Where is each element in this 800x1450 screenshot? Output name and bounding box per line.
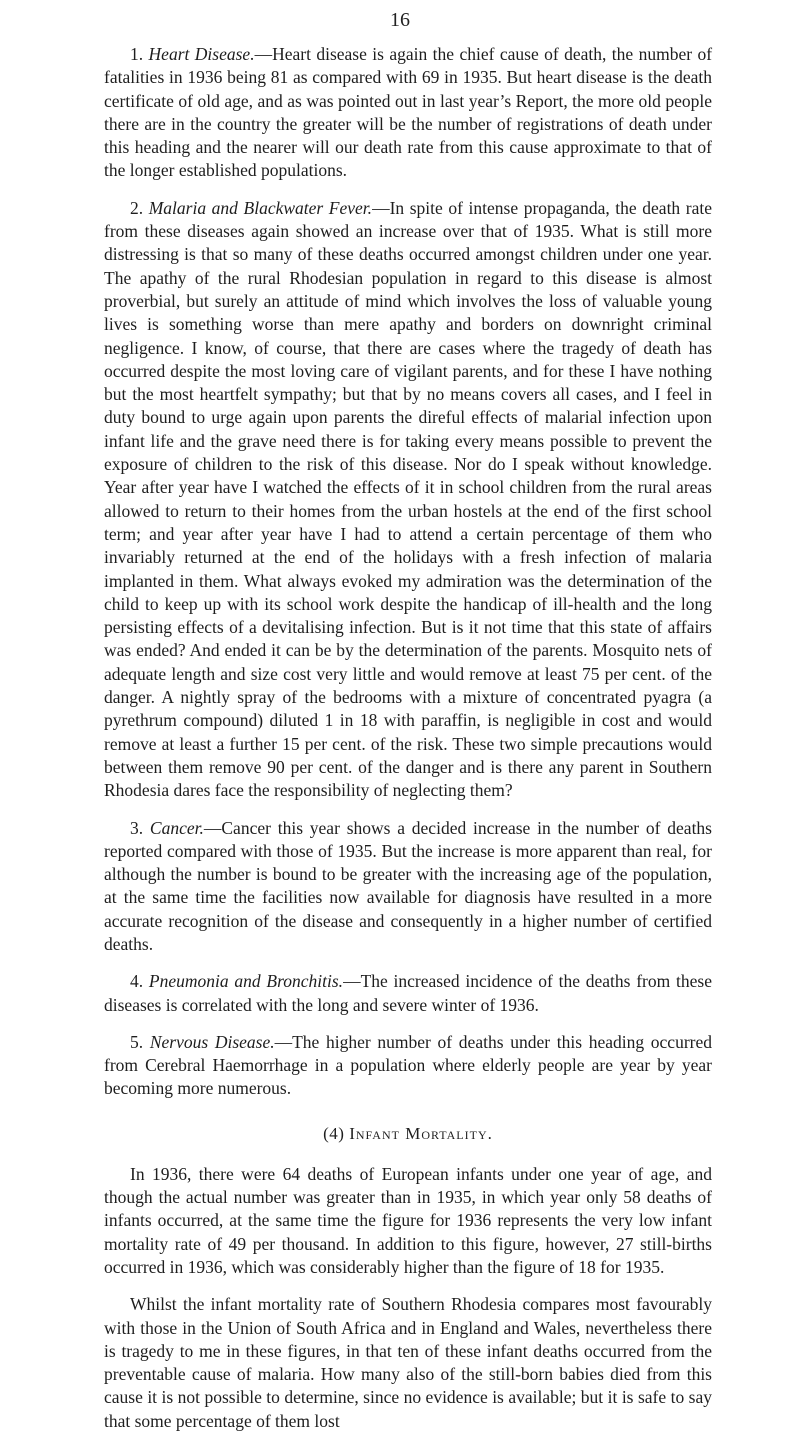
item-title: Nervous Disease.: [149, 1031, 275, 1052]
item-malaria: [104, 197, 712, 803]
item-number: 4.: [130, 971, 144, 992]
item-number: 2.: [130, 197, 144, 218]
paragraph-infant-comparison: Whilst the infant mortality rate of Southern Rhodesia compares most favourably with those in the Union of South Africa and in England and Wales, nevertheless there is tragedy to me in these figures, in that ten of these infant deaths occurred from the preventable cause of malaria. How many also of the still-born babies died from this cause it is not possible to determine, since no evidence is available; but it is safe to say that some percentage of them lost: [104, 1294, 712, 1431]
item-text: —The higher number of deaths under this heading occurred from Cerebral Haemorrhage in a population where elderly people are year by year becoming more numerous.: [104, 1031, 712, 1099]
item-title: Malaria and Blackwater Fever.: [148, 197, 373, 218]
item-title: Pneumonia and Bronchitis.: [148, 971, 344, 992]
page-number: 16: [390, 9, 410, 31]
section-title: Infant Mortality.: [349, 1123, 493, 1143]
section-number: (4): [323, 1123, 345, 1143]
item-text: —In spite of intense propaganda, the death rate from these diseases again showed an increase over that of 1935. What is still more distressing is that so many of these deaths occurred amongst children under one year. The apathy of the rural Rhodesian population in regard to this disease is almost proverbial, but surely an attitude of mind which involves the loss of valuable young lives is something worse than mere apathy and borders on downright criminal negligence. I know, of course, that there are cases where the tragedy of death has occurred despite the most loving care of vigilant parents, and for these I have nothing but the most heartfelt sympathy; but that by no means covers all cases, and I feel in duty bound to urge again upon parents the direful effects of malarial infection upon infant life and the grave need there is for taking every means possible to prevent the exposure of children to the risk of this disease. Nor do I speak without knowledge. Year after year have I watched the effects of it in school children from the rural areas allowed to return to their homes from the urban hostels at the end of the first school term; and year after year have I had to attend a certain percentage of them who invariably returned at the end of the holidays with a fresh infection of malaria implanted in them. What always evoked my admiration was the determination of the child to keep up with its school work despite the handicap of ill-health and the long persisting effects of a devitalising infection. But is it not time that this state of affairs was ended? And ended it can be by the determination of the parents. Mosquito nets of adequate length and size cost very little and would remove at least 75 per cent. of the danger. A nightly spray of the bedrooms with a mixture of concentrated pyagra (a pyrethrum compound) diluted 1 in 18 with paraffin, is negligible in cost and would remove at least a further 15 per cent. of the risk. These two simple precautions would between them remove 90 per cent. of the danger and is there any parent in Southern Rhodesia dares face the responsibility of neglecting them?: [104, 197, 712, 801]
item-nervous-disease: [104, 1031, 712, 1101]
item-pneumonia: [104, 970, 712, 1017]
item-text: —Cancer this year shows a decided increase in the number of deaths reported compared with those of 1935. But the increase is more apparent than real, for although the number is bound to be greater with the increasing age of the population, at the same time the facilities now available for diagnosis have resulted in a more accurate recognition of the disease and consequently in a higher number of certified deaths.: [104, 817, 712, 954]
item-heart-disease: [104, 43, 712, 183]
item-number: 1.: [130, 44, 144, 64]
item-cancer: [104, 817, 712, 957]
paragraph-infant-deaths: In 1936, there were 64 deaths of European infants under one year of age, and though the actual number was greater than in 1935, in which year only 58 deaths of infants occurred, at the same time the figure for 1936 represents the very low infant mortality rate of 49 per thousand. In addition to this figure, however, 27 still-births occurred in 1936, which was considerably higher than the figure of 18 for 1935.: [104, 1163, 712, 1277]
body-text: [104, 43, 712, 1447]
item-title: Cancer.: [149, 817, 204, 838]
item-number: 5.: [130, 1031, 144, 1052]
section-heading: [104, 1123, 712, 1145]
item-title: Heart Disease.: [148, 44, 255, 64]
item-text: —The increased incidence of the deaths from these diseases is correlated with the long and severe winter of 1936.: [104, 971, 712, 1015]
item-text: —Heart disease is again the chief cause of death, the number of fatalities in 1936 being 81 as compared with 69 in 1935. But heart disease is the death certificate of old age, and as was pointed out in last year’s Report, the more old people there are in the country the greater will be the number of registrations of death under this heading and the nearer will our death rate from this cause approximate to that of the longer established populations.: [104, 44, 713, 181]
item-number: 3.: [130, 817, 144, 838]
